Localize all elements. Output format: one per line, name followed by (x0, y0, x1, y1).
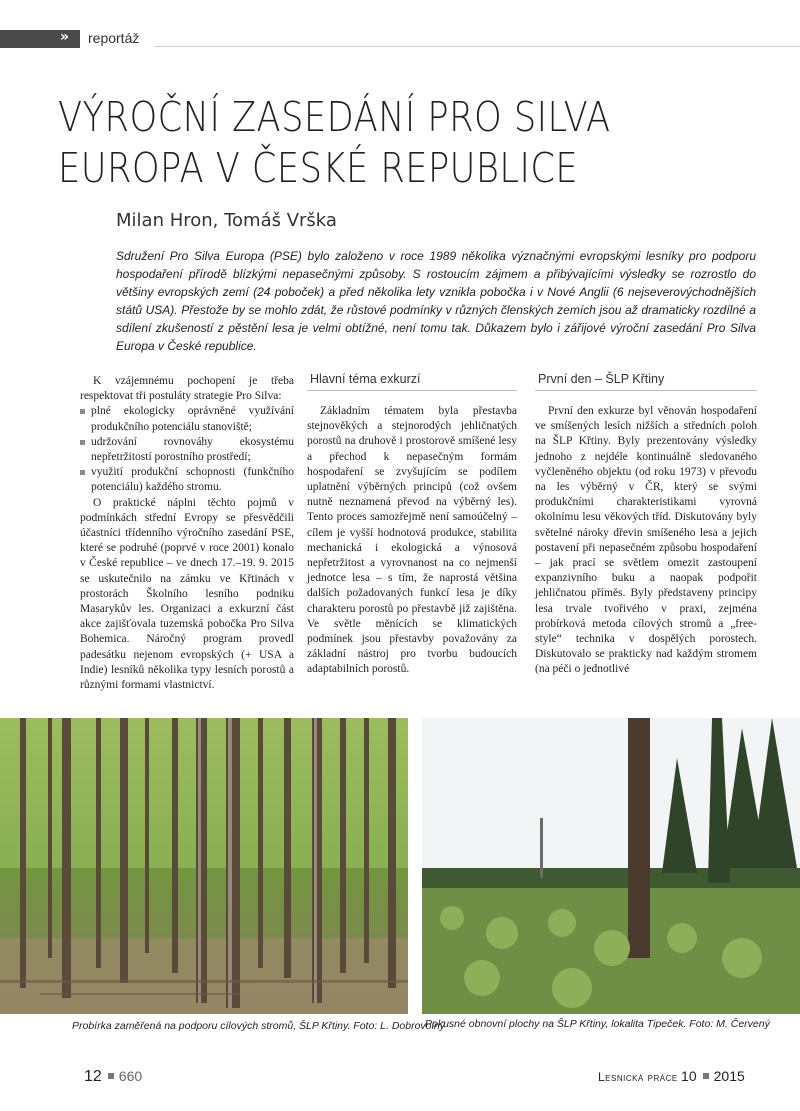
col3-heading: První den – ŠLP Křtiny (538, 372, 665, 386)
title-line-2: EUROPA V ČESKÉ REPUBLICE (58, 144, 579, 192)
section-bar (0, 30, 80, 48)
photo2-caption: Pokusné obnovní plochy na ŠLP Křtiny, lokalita Tipeček. Foto: M. Červený (425, 1018, 770, 1030)
page-number-value: 12 (84, 1068, 102, 1085)
column-3 (535, 404, 757, 678)
col1-intro: K vzájemnému pochopení je třeba respektovat tři postuláty strategie Pro Silva: (80, 375, 294, 403)
magazine-info (598, 1068, 745, 1084)
bullet-square-icon (80, 440, 85, 445)
article-perex: Sdružení Pro Silva Europa (PSE) bylo založeno v roce 1989 několika význačnými evropskými lesníky pro podporu hospodaření přírodě blízkými nepasečnými způsoby. S rostoucím zájmem a přibývajícími výsledky se rozrostlo do většiny evropských zemí (24 poboček) a před několika lety vznikla pobočka i v Nové Anglii (6 nejseverovýchodnějších států USA). Přestože by se mohlo zdát, že růstové podmínky v různých členských zemích jsou až dramaticky rozdílné a sdílení zkušeností z pěstění lesa je velmi obtížné, není tomu tak. Důkazem bylo i zářijové výroční zasedání Pro Silva Europa v České republice. (116, 249, 756, 353)
footer-square-icon (108, 1073, 114, 1079)
col2-heading: Hlavní téma exkurzí (310, 372, 421, 386)
bullet-item: plné ekologicky oprávněné využívání produkčního potenciálu stanoviště; (80, 404, 294, 434)
total-page-number: 660 (118, 1068, 143, 1084)
section-label: reportáž (88, 30, 140, 46)
magazine-name: Lesnická práce (598, 1070, 678, 1084)
bullet-square-icon (80, 409, 85, 414)
column-2 (307, 404, 517, 678)
footer-square-icon (703, 1073, 709, 1079)
chevron-icon: » (60, 29, 67, 45)
article-authors: Milan Hron, Tomáš Vrška (116, 210, 337, 231)
bullet-item: využití produkční schopnosti (funkčního potenciálu) každého stromu. (80, 465, 294, 495)
header-divider (155, 46, 800, 47)
regeneration-plots-photo (422, 718, 800, 1014)
col2-paragraph: Základním tématem byla přestavba stejnověkých a stejnorodých jehličnatých porostů na druhově i prostorově smíšené lesy a přechod k nepasečným formám hospodaření se zvyšujícím se podílem uplatnění výběrných principů (což ovšem nutně neznamená převod na výběrný les). Tento proces samozřejmě není samoúčelný – cílem je vyšší hodnotová produkce, stabilita mechanická i ekologická a výnosová nepřetržitost a vyrovnanost na co nejmenší jednotce lesa – s tím, že naprostá většina dalších požadovaných funkcí lesa je díky charakteru porostů po přestavbě již zajištěna. Ve světle měnících se klimatických podmínek jsou přestavby považovány za základní nástroj pro tvorbu budoucích adaptabilních porostů. (307, 405, 517, 676)
issue-year: 2015 (713, 1068, 745, 1084)
page-number (84, 1068, 142, 1086)
forest-thinning-photo (0, 718, 408, 1014)
title-line-1: VÝROČNÍ ZASEDÁNÍ PRO SILVA (58, 93, 611, 141)
issue-number: 10 (681, 1068, 697, 1084)
col3-paragraph: První den exkurze byl věnován hospodaření ve smíšených lesích nižších a středních poloh na ŠLP Křtiny. Byly prezentovány výsledky jednoho z nejdéle kontinuálně sledovaného vyčleněného objektu (od roku 1973) v převodu na les výběrný v ČR, který se svými produkčními charakteristikami vyrovná okolnímu lesu věkových tříd. Diskutovány byly světelné nároky dřevin smíšeného lesa a jejich postavení při nepasečném způsobu hospodaření – jak prací se světlem omezit zastoupení expanzivního buku a naopak podpořit jehličnatou příměs. Byly představeny principy lesa trvale tvořivého v praxi, zejména probírková metoda cílových stromů a „free-style“ technika v dospělých porostech. Diskutovalo se prakticky nad každým stromem (na péči o jednotlivé (535, 405, 757, 676)
photo1-caption: Probírka zaměřená na podporu cílových stromů, ŠLP Křtiny. Foto: L. Dobrovolný (72, 1020, 445, 1032)
col1-paragraph: O praktické náplni těchto pojmů v podmínkách střední Evropy se přesvědčili účastníci třídenního výročního zasedání PSE, které se podruhé (poprvé v roce 2001) konalo v České republice – ve dnech 17.–19. 9. 2015 se uskutečnilo na zámku ve Křtinách v prostorách Školního lesního podniku Masarykův les. Organizaci a exkurzní část akce zajišťovala tuzemská pobočka Pro Silva Bohemica. Náročný program provedl padesátku nejenom evropských (+ USA a Indie) lesníků několika typy lesních porostů a různými formami vlastnictví. (80, 496, 294, 692)
col3-heading-rule (535, 390, 757, 391)
bullet-item: udržování rovnováhy ekosystému nepřetržitostí porostního prostředí; (80, 435, 294, 465)
column-1 (80, 374, 294, 693)
bullet-square-icon (80, 470, 85, 475)
article-title (58, 92, 660, 194)
col2-heading-rule (307, 390, 517, 391)
